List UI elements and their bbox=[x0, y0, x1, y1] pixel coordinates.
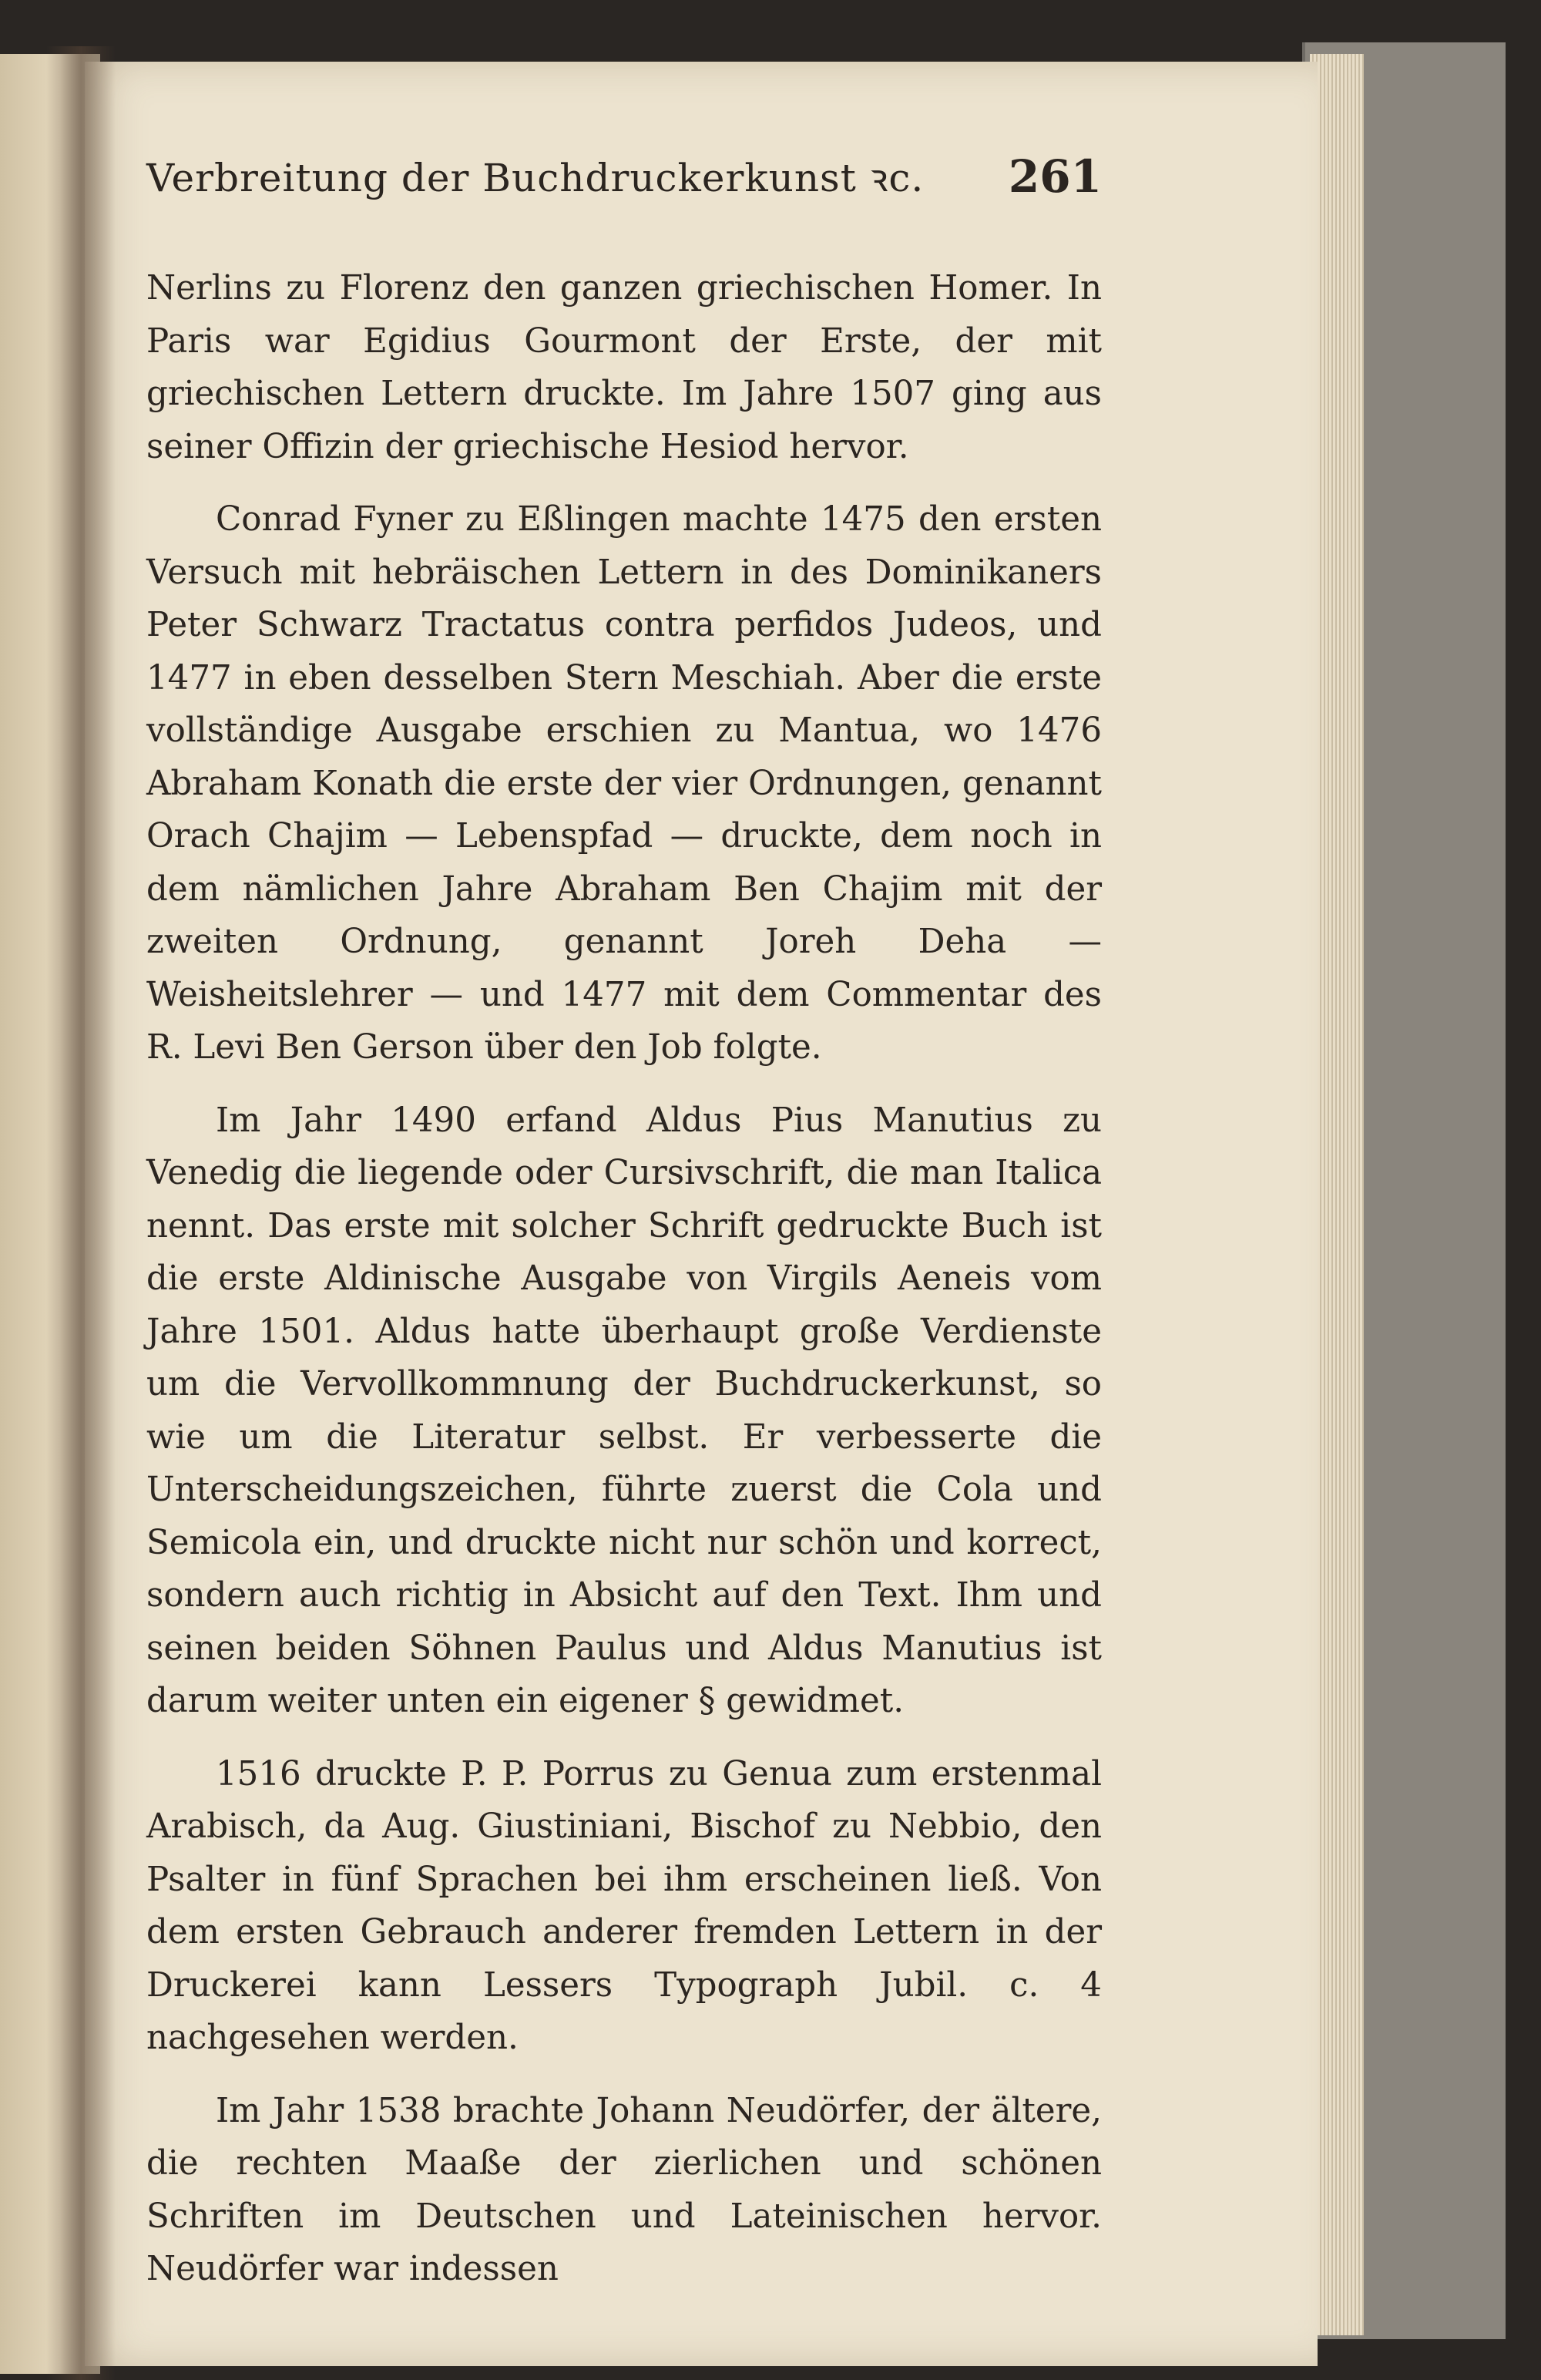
paragraph: Nerlins zu Florenz den ganzen griechischen Homer. In Paris war Egidius Gourmont der Erste, der mit griechischen Lettern druckte. Im Jahre 1507 ging aus seiner Offizin der griechische Hesiod hervor. bbox=[146, 269, 1102, 466]
paragraph: 1516 druckte P. P. Porrus zu Genua zum erstenmal Arabisch, da Aug. Giustiniani, Bischof zu Nebbio, den Psalter in fünf Sprachen bei ihm erscheinen ließ. Von dem ersten Gebrauch anderer fremden Lettern in der Druckerei kann Lessers Typograph Jubil. c. 4 nachgesehen werden. bbox=[146, 1754, 1102, 2057]
page-edges bbox=[1310, 54, 1364, 2335]
paragraph: Conrad Fyner zu Eßlingen machte 1475 den ersten Versuch mit hebräischen Lettern in des Dominikaners Peter Schwarz Tractatus contra perfidos Judeos, und 1477 in eben desselben Stern Meschiah. Aber die erste vollständige Ausgabe erschien zu Mantua, wo 1476 Abraham Konath die erste der vier Ordnungen, genannt Orach Chajim — Lebenspfad — druckte, dem noch in dem nämlichen Jahre Abraham Ben Chajim mit der zweiten Ordnung, genannt Joreh Deha — Weisheitslehrer — und 1477 mit dem Commentar des R. Levi Ben Gerson über den Job folgte. bbox=[146, 500, 1102, 1067]
page-number: 261 bbox=[1008, 150, 1102, 203]
paragraph: Im Jahr 1538 brachte Johann Neudörfer, der ältere, die rechten Maaße der zierlichen und schönen Schriften im Deutschen und Lateinischen hervor. Neudörfer war indessen bbox=[146, 2091, 1102, 2288]
running-title: Verbreitung der Buchdruckerkunst ꝛc. bbox=[146, 156, 925, 200]
page-header bbox=[146, 150, 1102, 220]
book-gutter bbox=[46, 46, 116, 2380]
body-text bbox=[146, 262, 1102, 2316]
paragraph: Im Jahr 1490 erfand Aldus Pius Manutius zu Venedig die liegende oder Cursivschrift, die man Italica nennt. Das erste mit solcher Schrift gedruckte Buch ist die erste Aldinische Ausgabe von Virgils Aeneis vom Jahre 1501. Aldus hatte überhaupt große Verdienste um die Vervollkommnung der Buchdruckerkunst, so wie um die Literatur selbst. Er verbesserte die Unterscheidungszeichen, führte zuerst die Cola und Semicola ein, und druckte nicht nur schön und korrect, sondern auch richtig in Absicht auf den Text. Ihm und seinen beiden Söhnen Paulus und Aldus Manutius ist darum weiter unten ein eigener § gewidmet. bbox=[146, 1101, 1102, 1720]
